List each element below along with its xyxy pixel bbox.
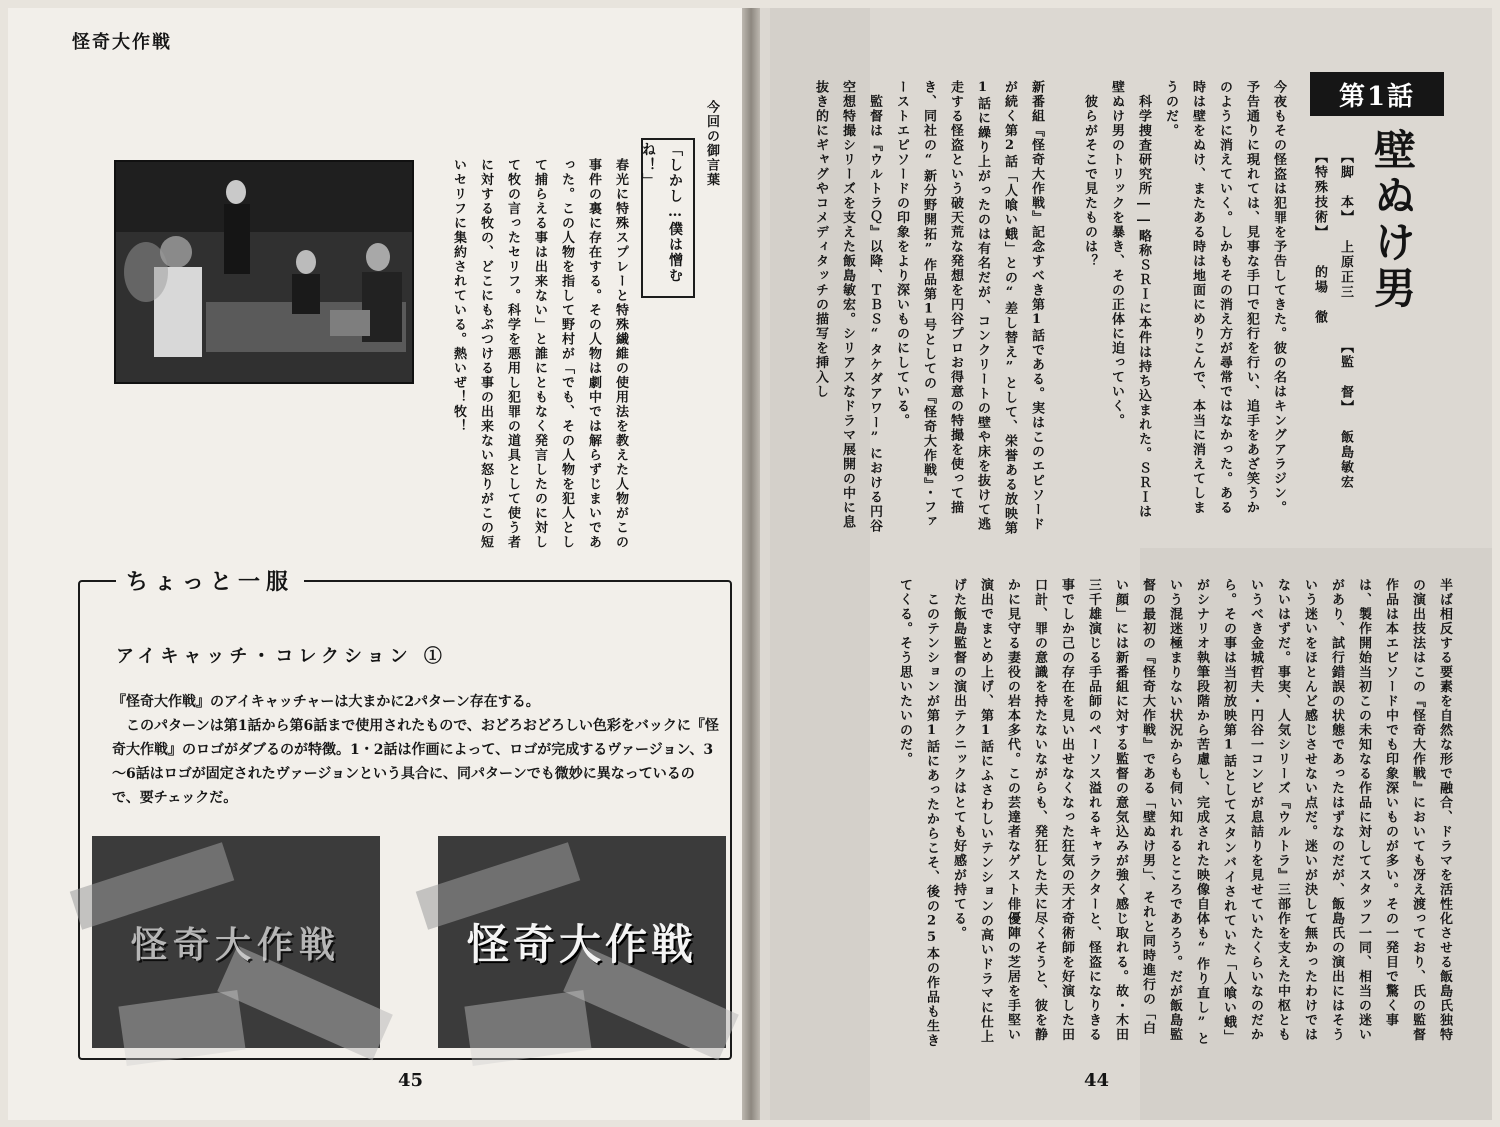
episode-title: 壁ぬけ男 xyxy=(1368,128,1417,312)
quote-text: 「しかし…僕は憎むね！」 xyxy=(640,142,683,284)
credit-script-name: 上原正三 xyxy=(1338,240,1353,300)
credit-sfx-label: 【特殊技術】 xyxy=(1312,150,1327,240)
eyecatch-frame-forming-logo xyxy=(92,836,380,1048)
episode-review-bottom: 半ば相反する要素を自然な形で融合、ドラマを活性化させる飯島氏独特の演出技法はこの『怪奇大作戦』においても冴え渡っており、氏の監督作品は本エピソード中でも印象深いものが多い。その一発目で驚く事は、製作開始当初この未知なる作品に対してスタッフ一同、相当の迷いがあり、試行錯誤の状態であったはずなのだが、飯島氏の演出にはそういう迷いをほとんど感じさせない点だ。迷いが決して無かったわけではないはずだ。事実、人気シリーズ『ウルトラ』三部作を支えた中枢ともいうべき金城哲夫・円谷一コンビが息詰りを見せていたくらいなのだから。その事は当初放映第1話としてスタンバイされていた「人喰い蛾」がシナリオ執筆段階から苦慮し、完成された映像自体も“作り直し”という混迷極まりない状況からも伺い知れるところであろう。だが飯島監督の最初の『怪奇大作戦』である「壁ぬけ男」、それと同時進行の「白い顔」には新番組に対する監督の意気込みが強く感じ取れる。故・木田三千雄演じる手品師のペーソス溢れるキャラクターと、怪盗になりきる事でしか己の存在を見い出せなくなった狂気の天才奇術師を好演した田口計、罪の意識を持たないながらも、発狂した夫に尽くそうと、彼を静かに見守る妻役の岩本多代。この芸達者なゲスト俳優陣の芝居を手堅い演出でまとめ上げ、第1話にふさわしいテンションの高いドラマに仕上げた飯島監督の演出テクニックはとても好感が持てる。 このテンションが第1話にあったからこそ、後の25本の作品も生きてくる。そう思いたいのだ。 xyxy=(897,578,1452,1048)
eyecatch-paragraph: このパターンは第1話から第6話まで使用されたもので、おどろおどろしい色彩をバックに『怪奇大作戦』のロゴがダブるのが特徴。1・2話は作画によって、ロゴが完成するヴァージョン、3～6話はロゴが固定されたヴァージョンという具合に、同パターンでも微妙に異なっているので、要チェックだ。 xyxy=(112,718,719,806)
break-heading: ちょっと一服 xyxy=(116,565,304,596)
episode-review-top: 新番組『怪奇大作戦』記念すべき第1話である。実はこのエピソードが続く第2話「人喰い蛾」との“差し替え”として、栄誉ある放映第1話に繰り上がったのは有名だが、コンクリートの壁や床を抜けて逃走する怪盗という破天荒な発想を円谷プロお得意の特撮を使って描き、同社の“新分野開拓”作品第1号としての『怪奇大作戦』・ファーストエピソードの印象をより深いものにしている。 監督は『ウルトラＱ』以降、ＴＢＳ“タケダアワー”における円谷空想特撮シリーズを支えた飯島敏宏。シリアスなドラマ展開の中に息抜き的にギャグやコメディタッチの描写を挿入し xyxy=(813,80,1044,536)
credit-director-name: 飯島敏宏 xyxy=(1338,430,1353,490)
scene-still-illustration xyxy=(116,162,412,382)
page-number: 44 xyxy=(1084,1070,1110,1091)
eyecatch-logo: 怪奇大作戦 xyxy=(466,920,697,969)
book-gutter xyxy=(742,8,760,1120)
eyecatch-description xyxy=(112,690,722,810)
scene-still-photo xyxy=(114,160,414,384)
eyecatch-paragraph: 『怪奇大作戦』のアイキャッチャーは大まかに2パターン存在する。 xyxy=(112,694,540,710)
eyecatch-collection-title: アイキャッチ・コレクション ① xyxy=(116,646,447,667)
episode-badge: 第1話 xyxy=(1310,72,1444,116)
credit-script-label: 【脚 本】 xyxy=(1338,150,1353,225)
quote-commentary: 春光に特殊スプレーと特殊繊維の使用法を教えた人物がこの事件の裏に存在する。その人物は劇中では解らずじまいであった。この人物を指して野村が「でも、その人物を犯人として捕らえる事は出来ない」と誰にともなく発言したのに対して牧の言ったセリフ。科学を悪用し犯罪の道具として使う者に対する牧の、どこにもぶつける事の出来ない怒りがこの短いセリフに集約されている。熱いぜ！牧！ xyxy=(451,158,628,550)
episode-synopsis: 今夜もその怪盗は犯罪を予告してきた。彼の名はキングアラジン。予告通りに現れては、見事な手口で犯行を行い、追手をあざ笑うかのように消えていく。しかもその消え方が尋常ではなかった。ある時は壁をぬけ、またある時は地面にめりこんで、本当に消えてしまうのだ。 科学捜査研究所――略称ＳＲＩに本件は持ち込まれた。ＳＲＩは壁ぬけ男のトリックを暴き、その正体に迫っていく。 彼らがそこで見たものは？ xyxy=(1082,80,1286,519)
page-number: 45 xyxy=(398,1070,424,1091)
eyecatch-frame-fixed-logo xyxy=(438,836,726,1048)
quote-label: 今回の御言葉 xyxy=(704,100,719,187)
eyecatch-logo: 怪奇大作戦 xyxy=(130,923,341,966)
series-logo: 怪奇大作戦 xyxy=(72,32,172,53)
credit-director-label: 【監 督】 xyxy=(1338,340,1353,415)
credit-sfx-name: 的場 徹 xyxy=(1312,265,1327,325)
